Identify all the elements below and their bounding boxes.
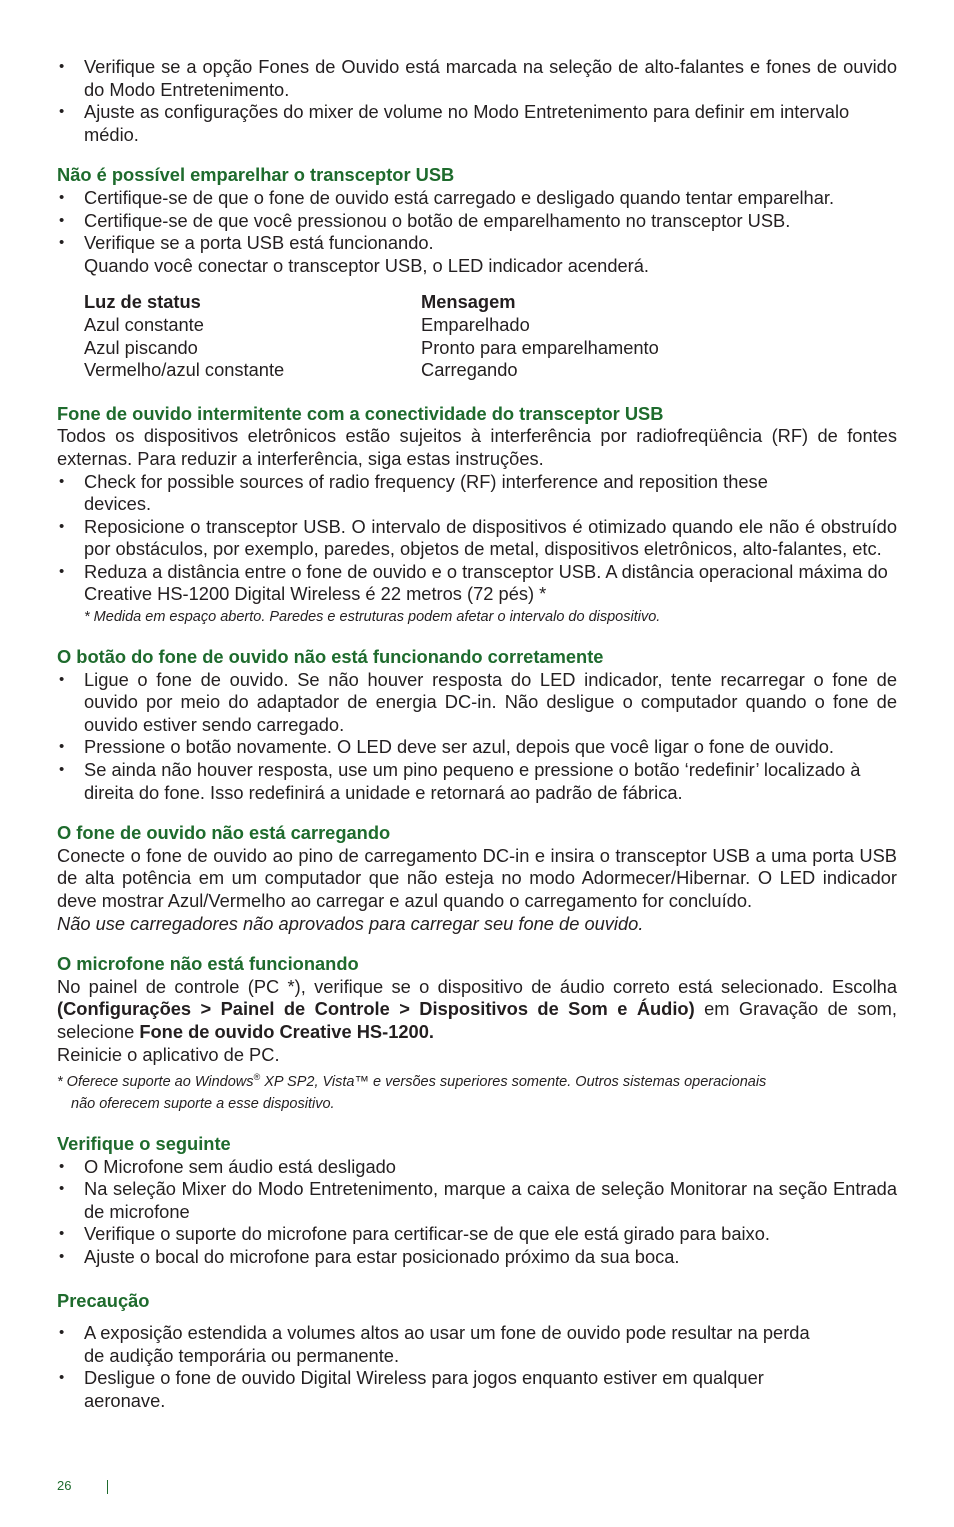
footnote: * Medida em espaço aberto. Paredes e estruturas podem afetar o intervalo do dispositivo.	[84, 609, 661, 626]
list-item: • Certifique-se de que o fone de ouvido está carregado e desligado quando tentar emparelhar.	[59, 186, 835, 208]
page-number: 26	[57, 1478, 72, 1493]
pairing-list	[57, 187, 897, 277]
button-list	[57, 669, 897, 805]
section-heading-button: O botão do fone de ouvido não está funcionando corretamente	[57, 646, 604, 668]
section-heading-charging: O fone de ouvido não está carregando	[57, 822, 391, 844]
section-heading-interference: Fone de ouvido intermitente com a conectividade do transceptor USB	[57, 402, 664, 424]
section-heading-check: Verifique o seguinte	[57, 1132, 231, 1154]
list-item: • A exposição estendida a volumes altos ao usar um fone de ouvido pode resultar na perda de audição temporária ou permanente.	[59, 1322, 810, 1366]
footnote: * Oferece suporte ao Windows® XP SP2, Vista™ e versões superiores somente. Outros sistemas operacionais	[57, 1072, 767, 1090]
list-item: • Ajuste as configurações do mixer de volume no Modo Entretenimento para definir em intervalo médio.	[59, 101, 850, 145]
paragraph: No painel de controle (PC *), verifique se o dispositivo de áudio correto está selecionado. Escolha (Configurações > Painel de Controle > Dispositivos de Som e Áudio) em Gravação de som, selecione Fone de ouvido Creative HS-1200.	[57, 975, 897, 1042]
table-row: Azul constante Emparelhado	[84, 313, 530, 335]
section-heading-caution: Precaução	[57, 1289, 150, 1311]
list-item: • Verifique se a porta USB está funcionando. Quando você conectar o transceptor USB, o LED indicador acenderá.	[59, 232, 650, 276]
check-list	[57, 1156, 897, 1269]
list-item: • Desligue o fone de ouvido Digital Wireless para jogos enquanto estiver em qualquer aeronave.	[59, 1367, 764, 1411]
intro-list	[57, 56, 897, 146]
list-item: • Check for possible sources of radio frequency (RF) interference and reposition these devices.	[59, 470, 768, 515]
caution-list	[57, 1322, 897, 1412]
footer-divider	[107, 1480, 108, 1494]
list-item: • Ligue o fone de ouvido. Se não houver resposta do LED indicador, tente recarregar o fone de ouvido por meio do adaptador de energia DC-in. Não desligue o computador quando o fone de ouvido estiver sendo carregado.	[59, 668, 897, 735]
list-item: • Certifique-se de que você pressionou o botão de emparelhamento no transceptor USB.	[59, 209, 791, 231]
page-footer	[57, 1478, 71, 1493]
footnote: não oferecem suporte a esse dispositivo.	[71, 1095, 335, 1112]
table-row: Vermelho/azul constante Carregando	[84, 359, 518, 381]
paragraph: Conecte o fone de ouvido ao pino de carregamento DC-in e insira o transceptor USB a uma porta USB de alta potência em um computador que não esteja no modo Adormecer/Hibernar. O LED indicador deve mostrar Azul/Vermelho ao carregar e azul quando o carregamento for concluído.	[57, 844, 897, 911]
table-header: Luz de status Mensagem	[84, 291, 516, 313]
status-table	[84, 291, 897, 381]
list-item: • Se ainda não houver resposta, use um pino pequeno e pressione o botão ‘redefinir’ localizado à direita do fone. Isso redefinirá a unidade e retornará ao padrão de fábrica.	[59, 759, 861, 803]
list-item: • Pressione o botão novamente. O LED deve ser azul, depois que você ligar o fone de ouvido.	[59, 736, 835, 758]
list-item: • Reduza a distância entre o fone de ouvido e o transceptor USB. A distância operacional máxima do Creative HS-1200 Digital Wireless é 22 metros (72 pés) *	[59, 560, 888, 605]
list-item: • Verifique se a opção Fones de Ouvido está marcada na seleção de alto-falantes e fones de ouvido do Modo Entretenimento.	[59, 56, 897, 100]
list-item: • Ajuste o bocal do microfone para estar posicionado próximo da sua boca.	[59, 1245, 680, 1267]
document-page	[57, 56, 897, 1413]
list-item: • Verifique o suporte do microfone para certificar-se de que ele está girado para baixo.	[59, 1223, 770, 1245]
paragraph: Todos os dispositivos eletrônicos estão sujeitos à interferência por radiofreqüência (RF) de fontes externas. Para reduzir a interferência, siga estas instruções.	[57, 425, 897, 469]
list-item: • Na seleção Mixer do Modo Entretenimento, marque a caixa de seleção Monitorar na seção Entrada de microfone	[59, 1178, 897, 1222]
section-heading-pairing: Não é possível emparelhar o transceptor USB	[57, 164, 455, 186]
interference-list	[57, 471, 897, 607]
list-item: • O Microfone sem áudio está desligado	[59, 1155, 396, 1177]
paragraph-italic: Não use carregadores não aprovados para carregar seu fone de ouvido.	[57, 912, 644, 934]
section-heading-microphone: O microfone não está funcionando	[57, 953, 359, 975]
list-item: • Reposicione o transceptor USB. O intervalo de dispositivos é otimizado quando ele não é obstruído por obstáculos, por exemplo, paredes, objetos de metal, dispositivos eletrônicos, alto-falantes, etc.	[59, 515, 897, 560]
table-row: Azul piscando Pronto para emparelhamento	[84, 336, 659, 358]
paragraph: Reinicie o aplicativo de PC.	[57, 1043, 280, 1065]
